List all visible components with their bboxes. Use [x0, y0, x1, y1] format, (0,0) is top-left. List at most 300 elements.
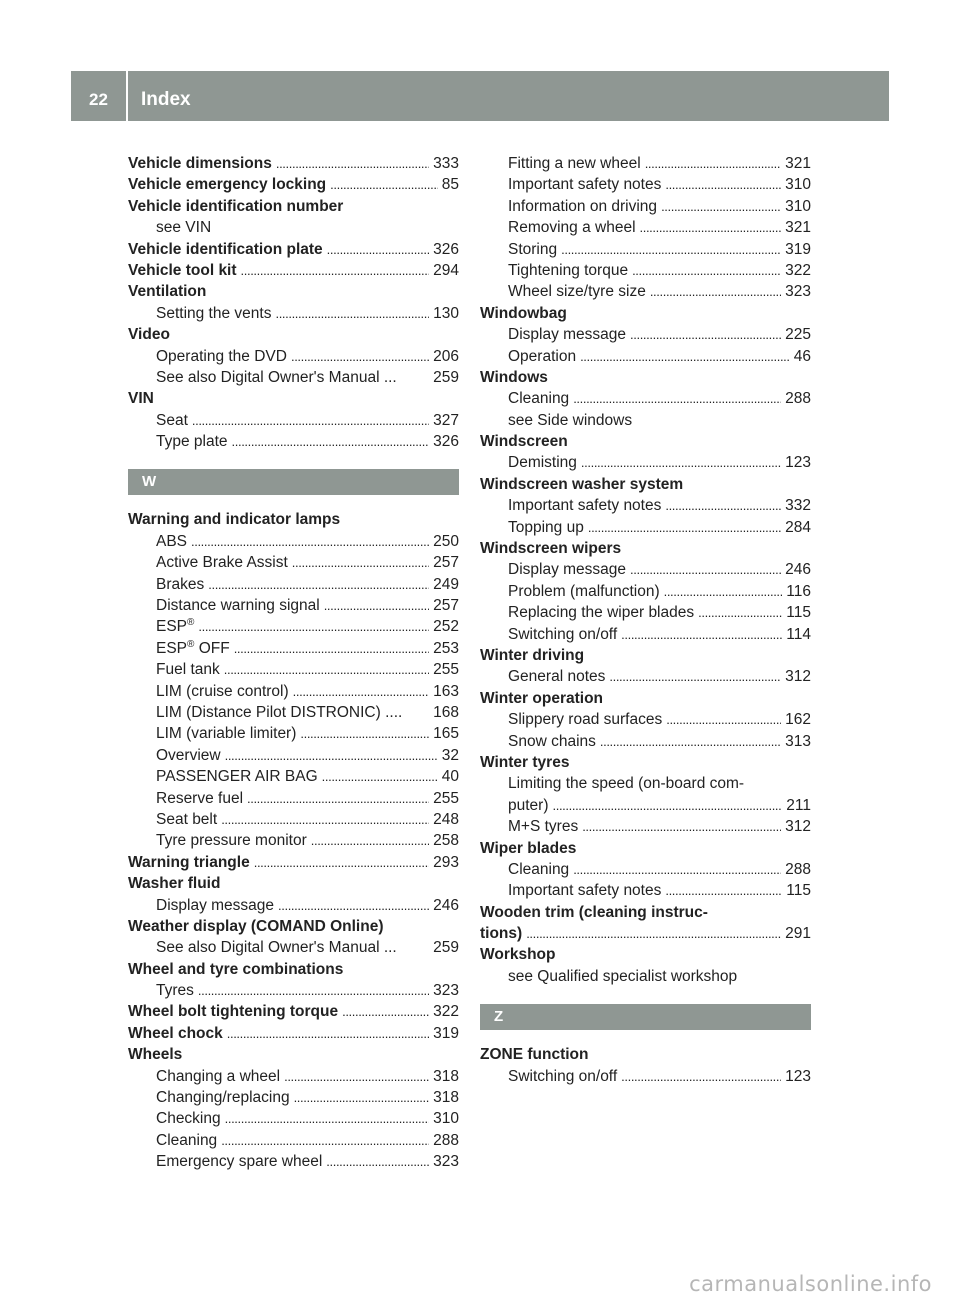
index-subentry[interactable]	[128, 1130, 459, 1151]
entry-text	[156, 367, 397, 388]
index-entry	[480, 688, 811, 709]
entry-text	[508, 153, 641, 174]
page-header	[71, 71, 889, 121]
entry-text	[156, 346, 287, 367]
entry-label: Important safety notes	[508, 176, 662, 194]
page-reference[interactable]: 259	[433, 368, 459, 386]
entry-label: Cleaning	[156, 1131, 218, 1149]
page-reference[interactable]: 258	[433, 832, 459, 850]
page-reference[interactable]: 115	[786, 882, 811, 900]
entry-label: Wheels	[128, 1046, 183, 1064]
dot-leader	[342, 1001, 429, 1022]
entry-label: Wheel and tyre combinations	[128, 960, 344, 978]
page-reference[interactable]: 319	[785, 240, 811, 258]
entry-text	[128, 873, 220, 894]
page-reference[interactable]: 318	[433, 1067, 459, 1085]
dot-leader	[232, 431, 430, 452]
entry-text	[480, 474, 683, 495]
index-entry[interactable]	[128, 260, 459, 281]
index-subentry[interactable]	[480, 452, 811, 473]
dot-leader	[275, 303, 429, 324]
index-subentry[interactable]	[128, 1066, 459, 1087]
index-subentry[interactable]	[128, 1087, 459, 1108]
entry-label: Wiper blades	[480, 839, 577, 857]
entry-text	[508, 666, 605, 687]
dot-leader	[330, 174, 438, 195]
page-reference[interactable]: 312	[785, 818, 811, 836]
entry-label: Switching on/off	[508, 1067, 618, 1085]
dot-leader	[247, 788, 429, 809]
page-reference[interactable]: 327	[433, 411, 459, 429]
index-subentry[interactable]	[128, 830, 459, 851]
entry-text	[508, 174, 661, 195]
entry-text	[480, 923, 522, 944]
index-subentry	[128, 217, 459, 238]
index-entry	[480, 902, 811, 923]
entry-text	[480, 902, 708, 923]
index-entry[interactable]	[128, 1001, 459, 1022]
page-reference[interactable]: 116	[786, 582, 811, 600]
index-subentry[interactable]	[480, 709, 811, 730]
entry-label: Operating the DVD	[156, 347, 287, 365]
entry-label: Replacing the wiper blades	[508, 604, 695, 622]
dot-leader	[581, 452, 781, 473]
entry-text	[156, 574, 204, 595]
page-reference[interactable]: 250	[433, 532, 459, 550]
entry-text	[508, 196, 657, 217]
entry-label: ABS	[156, 532, 188, 550]
dot-leader	[227, 1023, 429, 1044]
index-subentry[interactable]	[128, 980, 459, 1001]
index-entry	[480, 538, 811, 559]
page-reference[interactable]: 252	[433, 618, 459, 636]
page-reference[interactable]: 259	[433, 939, 459, 957]
page-reference[interactable]: 225	[785, 326, 811, 344]
dot-leader	[573, 859, 781, 880]
entry-text	[156, 1108, 221, 1129]
entry-text	[508, 388, 569, 409]
entry-text	[508, 495, 661, 516]
index-subentry[interactable]	[128, 595, 459, 616]
index-subentry[interactable]	[128, 410, 459, 431]
entry-label: General notes	[508, 668, 606, 686]
entry-text	[128, 174, 326, 195]
page-reference[interactable]: 206	[433, 347, 459, 365]
entry-text	[156, 830, 307, 851]
entry-label: Wheel bolt tightening torque	[128, 1003, 339, 1021]
entry-text	[480, 944, 556, 965]
dot-leader	[665, 495, 781, 516]
index-entry	[480, 431, 811, 452]
page-reference[interactable]: 332	[785, 497, 811, 515]
index-subentry	[480, 410, 811, 431]
dot-leader	[284, 1066, 429, 1087]
entry-text	[508, 966, 737, 987]
dot-leader	[324, 595, 429, 616]
entry-text	[156, 1151, 322, 1172]
entry-label: Storing	[508, 240, 558, 258]
entry-text	[156, 895, 274, 916]
page-reference[interactable]: 32	[441, 746, 459, 764]
index-subentry[interactable]	[128, 431, 459, 452]
entry-text	[508, 859, 569, 880]
page-number: 22	[89, 90, 108, 109]
index-subentry[interactable]	[128, 346, 459, 367]
entry-label: Cleaning	[508, 390, 570, 408]
dot-leader	[553, 795, 783, 816]
entry-label: Warning and indicator lamps	[128, 511, 341, 529]
page-reference[interactable]: 211	[786, 796, 811, 814]
index-subentry[interactable]	[128, 937, 459, 958]
entry-text	[480, 303, 567, 324]
index-entry	[480, 1044, 811, 1065]
entry-label: see VIN	[156, 219, 212, 237]
entry-label: Winter tyres	[480, 753, 570, 771]
entry-label: Changing a wheel	[156, 1067, 281, 1085]
entry-text	[156, 410, 188, 431]
dot-leader	[322, 766, 438, 787]
entry-text	[156, 723, 296, 744]
entry-label: Tightening torque	[508, 261, 629, 279]
index-subentry[interactable]	[128, 702, 459, 723]
entry-text	[508, 324, 626, 345]
dot-leader	[600, 731, 781, 752]
entry-text	[508, 410, 632, 431]
entry-text	[156, 431, 228, 452]
index-subentry[interactable]	[128, 895, 459, 916]
index-subentry[interactable]	[128, 723, 459, 744]
entry-label: Cleaning	[508, 860, 570, 878]
entry-label: Ventilation	[128, 283, 207, 301]
entry-text	[508, 731, 596, 752]
entry-label: Demisting	[508, 454, 577, 472]
entry-label: Type plate	[156, 433, 228, 451]
entry-label: Problem (malfunction)	[508, 582, 660, 600]
index-subentry[interactable]	[128, 531, 459, 552]
index-subentry[interactable]	[480, 153, 811, 174]
dot-leader	[293, 681, 429, 702]
dot-leader	[609, 666, 781, 687]
index-subentry[interactable]	[480, 816, 811, 837]
dot-leader	[561, 239, 781, 260]
index-subentry[interactable]	[480, 239, 811, 260]
page-reference[interactable]: 165	[433, 725, 459, 743]
entry-label: Warning triangle	[128, 853, 250, 871]
index-subentry[interactable]	[128, 303, 459, 324]
entry-label: LIM (cruise control)	[156, 682, 289, 700]
entry-text	[128, 239, 323, 260]
index-entry	[480, 645, 811, 666]
page-reference[interactable]: 326	[433, 240, 459, 258]
page-reference[interactable]: 253	[433, 639, 459, 657]
entry-label: Windscreen	[480, 433, 568, 451]
page-reference[interactable]: 323	[433, 982, 459, 1000]
index-subentry[interactable]	[480, 581, 811, 602]
dot-leader	[191, 531, 429, 552]
entry-label: ESP	[156, 618, 188, 636]
page-reference[interactable]: 46	[793, 347, 811, 365]
page-reference[interactable]: 246	[785, 561, 811, 579]
entry-text	[480, 645, 584, 666]
index-subentry[interactable]	[480, 196, 811, 217]
page-reference[interactable]: 313	[785, 732, 811, 750]
page-reference[interactable]: 288	[785, 860, 811, 878]
index-subentry[interactable]	[128, 809, 459, 830]
section-title: Index	[141, 89, 191, 110]
entry-label: Display message	[508, 326, 627, 344]
entry-text	[508, 217, 636, 238]
dot-leader	[300, 723, 429, 744]
dot-leader	[221, 1130, 429, 1151]
entry-text	[156, 303, 271, 324]
entry-text	[480, 431, 568, 452]
index-subentry[interactable]	[128, 681, 459, 702]
entry-label: Display message	[508, 561, 627, 579]
page-reference[interactable]: 123	[785, 454, 811, 472]
entry-label: See also Digital Owner's Manual ...	[156, 939, 397, 957]
page-reference[interactable]: 123	[785, 1067, 811, 1085]
page-reference[interactable]: 310	[433, 1110, 459, 1128]
entry-label: Slippery road surfaces	[508, 711, 663, 729]
entry-label: Winter driving	[480, 646, 585, 664]
page-reference[interactable]: 114	[786, 625, 811, 643]
dot-leader	[276, 153, 429, 174]
index-subentry[interactable]	[480, 666, 811, 687]
entry-text	[508, 1066, 617, 1087]
index-entry[interactable]	[480, 923, 811, 944]
entry-label: PASSENGER AIR BAG	[156, 768, 318, 786]
page-reference[interactable]: 319	[433, 1024, 459, 1042]
index-subentry[interactable]	[128, 1151, 459, 1172]
dot-leader	[192, 410, 429, 431]
index-entry[interactable]	[128, 239, 459, 260]
index-entry	[480, 838, 811, 859]
index-subentry[interactable]	[480, 388, 811, 409]
dot-leader	[311, 830, 429, 851]
index-subentry[interactable]	[480, 795, 811, 816]
entry-label: M+S tyres	[508, 818, 579, 836]
dot-leader	[632, 260, 781, 281]
entry-text	[480, 752, 569, 773]
dot-leader	[278, 895, 429, 916]
index-entry[interactable]	[128, 1023, 459, 1044]
entry-label: see Side windows	[508, 411, 633, 429]
dot-leader	[221, 809, 429, 830]
index-subentry[interactable]	[480, 602, 811, 623]
page-reference[interactable]: 318	[433, 1089, 459, 1107]
entry-label: Windowbag	[480, 304, 567, 322]
entry-text	[128, 959, 343, 980]
entry-label: LIM (variable limiter)	[156, 725, 297, 743]
entry-text	[480, 538, 621, 559]
entry-text	[508, 559, 626, 580]
page-reference[interactable]: 40	[441, 768, 459, 786]
entry-text	[128, 1001, 338, 1022]
dot-leader	[254, 852, 429, 873]
entry-label: Limiting the speed (on-board com-	[508, 775, 745, 793]
dot-leader	[640, 217, 782, 238]
index-subentry[interactable]	[128, 574, 459, 595]
entry-text	[156, 595, 320, 616]
index-subentry[interactable]	[480, 260, 811, 281]
entry-label: Vehicle identification number	[128, 197, 344, 215]
entry-label: Windscreen washer system	[480, 475, 684, 493]
entry-text	[508, 346, 576, 367]
index-subentry[interactable]	[128, 659, 459, 680]
page-reference[interactable]: 310	[785, 176, 811, 194]
entry-label: Important safety notes	[508, 882, 662, 900]
entry-text	[156, 552, 288, 573]
index-entry	[128, 196, 459, 217]
page-reference[interactable]: 310	[785, 197, 811, 215]
index-subentry[interactable]	[480, 346, 811, 367]
index-entry[interactable]	[128, 852, 459, 873]
entry-label: Information on driving	[508, 197, 658, 215]
index-subentry[interactable]	[480, 174, 811, 195]
page-reference[interactable]: 321	[785, 219, 811, 237]
dot-leader	[208, 574, 429, 595]
entry-text	[128, 916, 384, 937]
page-reference[interactable]: 163	[433, 682, 459, 700]
index-subentry[interactable]	[128, 616, 459, 637]
index-subentry[interactable]	[480, 217, 811, 238]
page-reference[interactable]: 248	[433, 810, 459, 828]
index-subentry[interactable]	[480, 281, 811, 302]
page-reference[interactable]: 294	[433, 261, 459, 279]
entry-text	[508, 517, 584, 538]
index-entry	[128, 388, 459, 409]
entry-text	[156, 1130, 217, 1151]
page-reference[interactable]: 322	[433, 1003, 459, 1021]
dot-leader	[630, 559, 781, 580]
entry-label: puter)	[508, 796, 549, 814]
index-subentry[interactable]	[128, 745, 459, 766]
page-reference[interactable]: 246	[433, 896, 459, 914]
entry-label: Wheel chock	[128, 1024, 223, 1042]
page-reference[interactable]: 326	[433, 433, 459, 451]
index-subentry[interactable]	[128, 552, 459, 573]
index-subentry[interactable]	[480, 1066, 811, 1087]
index-subentry[interactable]	[480, 880, 811, 901]
entry-text	[128, 196, 343, 217]
entry-label: Reserve fuel	[156, 789, 244, 807]
page-reference[interactable]: 255	[433, 789, 459, 807]
dot-leader	[582, 816, 781, 837]
index-subentry[interactable]	[128, 1108, 459, 1129]
page-reference[interactable]: 284	[785, 518, 811, 536]
dot-leader	[225, 1108, 430, 1129]
entry-text	[156, 809, 217, 830]
page-reference[interactable]: 257	[433, 597, 459, 615]
entry-label: Operation	[508, 347, 577, 365]
index-subentry[interactable]	[480, 559, 811, 580]
index-subentry[interactable]	[128, 367, 459, 388]
entry-label: Tyre pressure monitor	[156, 832, 307, 850]
index-subentry[interactable]	[128, 788, 459, 809]
entry-label: Topping up	[508, 518, 584, 536]
index-entry	[128, 281, 459, 302]
dot-leader	[241, 260, 430, 281]
page-reference[interactable]: 115	[786, 604, 811, 622]
index-subentry[interactable]	[128, 766, 459, 787]
page-reference[interactable]: 130	[433, 304, 459, 322]
dot-leader	[292, 552, 429, 573]
page-reference[interactable]: 288	[433, 1131, 459, 1149]
entry-text	[156, 745, 221, 766]
entry-text	[480, 688, 603, 709]
page-reference[interactable]: 168	[433, 703, 459, 721]
index-subentry[interactable]	[480, 324, 811, 345]
entry-text	[128, 388, 154, 409]
index-letter-heading: Z	[480, 1004, 811, 1030]
entry-text	[156, 616, 194, 637]
entry-label: Windscreen wipers	[480, 540, 622, 558]
dot-leader	[291, 346, 429, 367]
page-reference[interactable]: 249	[433, 575, 459, 593]
entry-text	[128, 1044, 182, 1065]
entry-text	[480, 367, 548, 388]
page-reference[interactable]: 257	[433, 554, 459, 572]
index-column-left	[128, 153, 459, 1173]
page-reference[interactable]: 291	[785, 925, 811, 943]
index-subentry[interactable]	[480, 731, 811, 752]
entry-label: Workshop	[480, 946, 556, 964]
index-letter-heading: W	[128, 469, 459, 495]
entry-text	[508, 624, 617, 645]
index-subentry[interactable]	[480, 495, 811, 516]
entry-label: Changing/replacing	[156, 1089, 290, 1107]
entry-text	[156, 659, 220, 680]
page-reference[interactable]: 85	[441, 176, 459, 194]
dot-leader	[198, 980, 429, 1001]
entry-text	[128, 281, 206, 302]
dot-leader	[326, 1151, 429, 1172]
page-reference[interactable]: 312	[785, 668, 811, 686]
entry-text	[480, 1044, 589, 1065]
dot-leader	[224, 659, 429, 680]
index-subentry[interactable]	[128, 638, 459, 659]
page-reference[interactable]: 293	[433, 853, 459, 871]
page-reference[interactable]: 162	[785, 711, 811, 729]
index-subentry	[480, 966, 811, 987]
dot-leader	[225, 745, 438, 766]
page-reference[interactable]: 321	[785, 155, 811, 172]
page-reference[interactable]: 323	[433, 1153, 459, 1171]
dot-leader	[666, 709, 781, 730]
entry-label: Snow chains	[508, 732, 596, 750]
dot-leader	[234, 638, 429, 659]
page-reference[interactable]: 288	[785, 390, 811, 408]
page-reference[interactable]: 333	[433, 155, 459, 172]
dot-leader	[664, 581, 783, 602]
dot-leader	[621, 624, 782, 645]
entry-text	[156, 1066, 280, 1087]
dot-leader	[580, 346, 790, 367]
entry-label: LIM (Distance Pilot DISTRONIC) ....	[156, 703, 403, 721]
index-subentry[interactable]	[480, 859, 811, 880]
entry-label: Display message	[156, 896, 275, 914]
index-entry[interactable]	[128, 153, 459, 174]
index-entry	[128, 959, 459, 980]
entry-label: Active Brake Assist	[156, 554, 288, 572]
page-reference[interactable]: 322	[785, 261, 811, 279]
index-subentry[interactable]	[480, 517, 811, 538]
page-reference[interactable]: 255	[433, 661, 459, 679]
index-subentry[interactable]	[480, 624, 811, 645]
index-entry[interactable]	[128, 174, 459, 195]
entry-text	[508, 260, 628, 281]
page-reference[interactable]: 323	[785, 283, 811, 301]
